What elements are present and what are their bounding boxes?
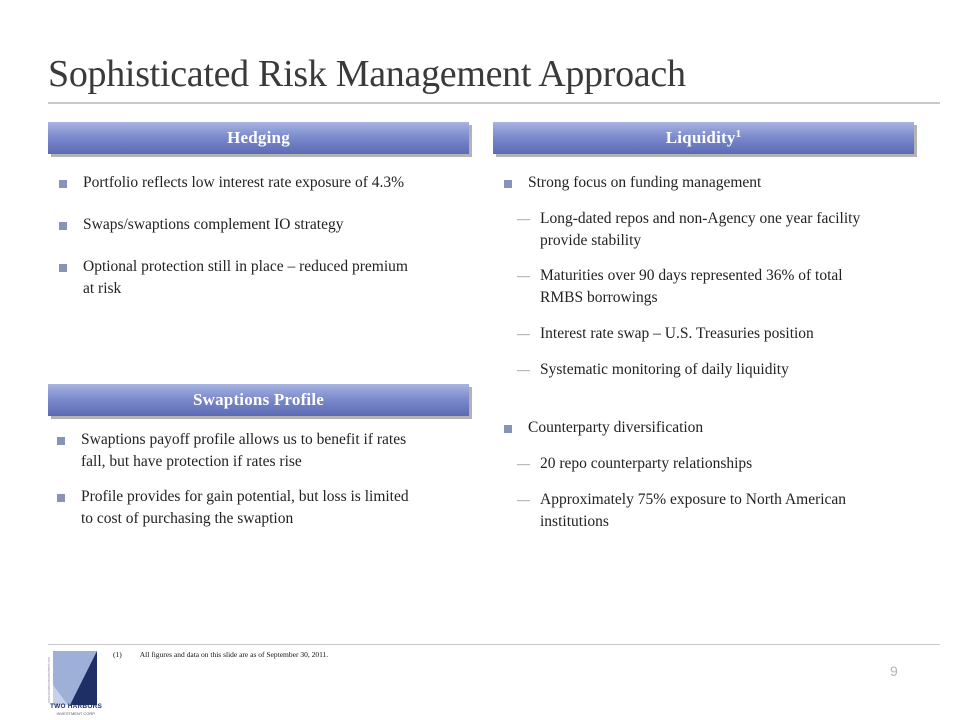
liquidity-header <box>493 122 914 154</box>
bullet-text: 20 repo counterparty relationships <box>540 455 753 472</box>
dash-icon: — <box>517 268 530 283</box>
page-number: 9 <box>890 663 898 679</box>
bullet-text <box>540 208 860 252</box>
bullet-text: Systematic monitoring of daily liquidity <box>540 361 789 378</box>
bullet-text: Portfolio reflects low interest rate exposure of 4.3% <box>83 174 405 191</box>
dash-icon: — <box>517 211 530 226</box>
two-harbors-logo-icon <box>46 645 104 707</box>
footer-divider <box>48 644 940 645</box>
bullet-square-icon <box>57 494 65 502</box>
bullet-line: Long-dated repos and non-Agency one year facility <box>540 210 861 227</box>
bullet-line: institutions <box>540 513 609 530</box>
swaptions-header: Swaptions Profile <box>48 384 469 416</box>
logo-tagline: INVESTMENT CORP. <box>56 711 96 716</box>
logo-url-text: www.twoharborsinvestment.com <box>47 657 51 703</box>
bullet-line: Approximately 75% exposure to North American <box>540 491 847 508</box>
dash-icon: — <box>517 492 530 507</box>
footnote <box>113 650 328 659</box>
hedging-header: Hedging <box>48 122 469 154</box>
bullet-text <box>83 256 408 300</box>
bullet-text: Counterparty diversification <box>528 419 704 436</box>
bullet-line: provide stability <box>540 232 642 249</box>
bullet-line: fall, but have protection if rates rise <box>81 453 302 470</box>
bullet-line: Optional protection still in place – reduced premium <box>83 258 408 275</box>
bullet-line: Profile provides for gain potential, but loss is limited <box>81 488 409 505</box>
bullet-line: Maturities over 90 days represented 36% of total <box>540 267 843 284</box>
dash-icon: — <box>517 456 530 471</box>
bullet-line: RMBS borrowings <box>540 289 658 306</box>
bullet-text <box>540 265 843 309</box>
bullet-text <box>540 489 846 533</box>
logo-name: TWO HARBORS <box>49 703 103 710</box>
bullet-text: Strong focus on funding management <box>528 174 762 191</box>
bullet-text: Swaps/swaptions complement IO strategy <box>83 216 344 233</box>
footnote-ref: 1 <box>735 128 742 140</box>
bullet-square-icon <box>504 425 512 433</box>
footnote-text: All figures and data on this slide are as of September 30, 2011. <box>139 650 329 659</box>
bullet-text <box>81 486 409 530</box>
title-divider <box>48 102 940 104</box>
bullet-square-icon <box>59 264 67 272</box>
dash-icon: — <box>517 362 530 377</box>
bullet-line: at risk <box>83 280 122 297</box>
bullet-square-icon <box>504 180 512 188</box>
bullet-text <box>81 429 406 473</box>
bullet-line: to cost of purchasing the swaption <box>81 510 294 527</box>
liquidity-header-label: Liquidity <box>665 128 736 147</box>
bullet-square-icon <box>59 222 67 230</box>
bullet-text: Interest rate swap – U.S. Treasuries position <box>540 325 814 342</box>
slide-title: Sophisticated Risk Management Approach <box>48 53 686 95</box>
bullet-square-icon <box>59 180 67 188</box>
dash-icon: — <box>517 326 530 341</box>
bullet-line: Swaptions payoff profile allows us to benefit if rates <box>81 431 407 448</box>
bullet-square-icon <box>57 437 65 445</box>
footnote-number: (1) <box>113 650 122 659</box>
